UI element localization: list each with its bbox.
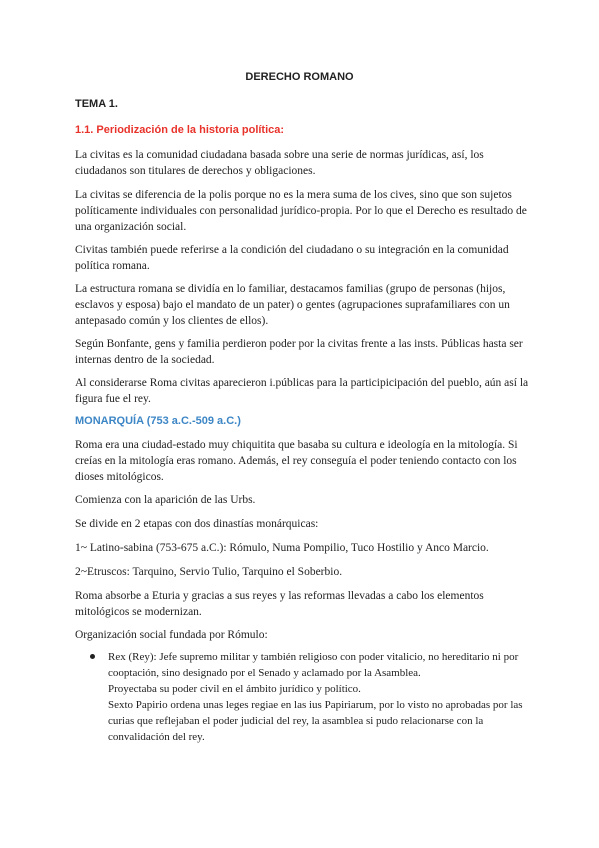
- paragraph: La civitas se diferencia de la polis porque no es la mera suma de los cives, sino que son sujetos políticamente individuales con personalidad jurídico-propia. Por lo que el Derecho es resultado de una organización social.: [75, 189, 527, 233]
- paragraph: 1~ Latino-sabina (753-675 a.C.): Rómulo, Numa Pompilio, Tuco Hostilio y Anco Marcio.: [75, 542, 489, 554]
- paragraph: Roma era una ciudad-estado muy chiquitita que basaba su cultura e ideología en la mitología. Si creías en la mitología eras romano. Además, el rey conseguía el poder teniendo contacto con los dioses mitológicos.: [75, 439, 518, 483]
- paragraph: Al considerarse Roma civitas aparecieron i.públicas para la participicipación del pueblo, aún así la figura fue el rey.: [75, 377, 529, 405]
- list-item-line: Sexto Papirio ordena unas leges regiae en las ius Papiriarum, por lo visto no aprobadas por las curias que reflejaban el poder judicial del rey, la asamblea si pudo relacionarse con la convalidación del rey.: [108, 699, 523, 743]
- paragraph: La civitas es la comunidad ciudadana basada sobre una serie de normas jurídicas, así, los ciudadanos son titulares de derechos y obligaciones.: [75, 149, 484, 177]
- list-item: [108, 649, 528, 745]
- paragraph: Según Bonfante, gens y familia perdieron poder por la civitas frente a las insts. Públicas hasta ser internas dentro de la sociedad.: [75, 338, 523, 366]
- paragraph: Civitas también puede referirse a la condición del ciudadano o su integración en la comunidad política romana.: [75, 244, 509, 272]
- subheading-monarquia: MONARQUÍA (753 a.C.-509 a.C.): [75, 415, 241, 427]
- topic-heading: TEMA 1.: [75, 98, 118, 110]
- paragraph: Comienza con la aparición de las Urbs.: [75, 494, 256, 506]
- paragraph: Se divide en 2 etapas con dos dinastías monárquicas:: [75, 518, 319, 530]
- section-heading: 1.1. Periodización de la historia política:: [75, 124, 285, 136]
- paragraph: Roma absorbe a Eturia y gracias a sus reyes y las reformas llevadas a cabo los elementos mitológicos se modernizan.: [75, 590, 484, 618]
- paragraph: 2~Etruscos: Tarquino, Servio Tulio, Tarquino el Soberbio.: [75, 566, 343, 578]
- paragraph: La estructura romana se dividía en lo familiar, destacamos familias (grupo de personas (hijos, esclavos y esposa) bajo el mandato de un pater) o gentes (agrupaciones suprafamiliares con un antepasado común y los clientes de ellos).: [75, 283, 510, 327]
- document-title: DERECHO ROMANO: [245, 71, 354, 83]
- list-item-line: Proyectaba su poder civil en el ámbito jurídico y político.: [108, 683, 361, 695]
- bullet-marker: [90, 654, 95, 659]
- paragraph: Organización social fundada por Rómulo:: [75, 629, 268, 641]
- list-item-line: Rex (Rey): Jefe supremo militar y también religioso con poder vitalicio, no hereditario ni por cooptación, sino designado por el Senado y aclamado por la Asamblea.: [108, 651, 519, 679]
